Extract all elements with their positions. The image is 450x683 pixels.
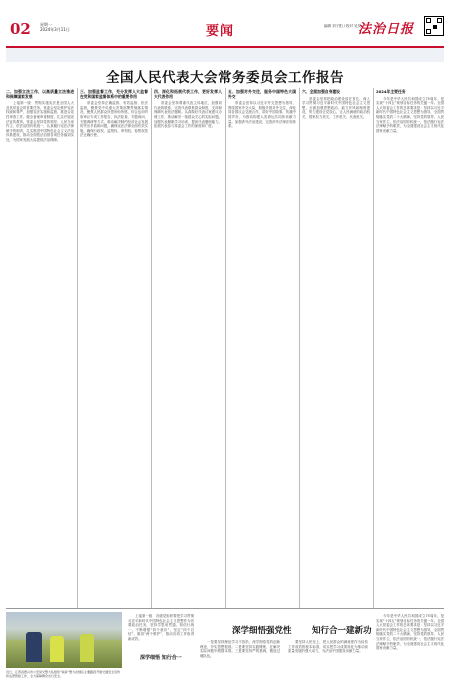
photo-foliage xyxy=(6,640,122,668)
page-header xyxy=(6,20,444,46)
article-column-5 xyxy=(302,88,370,608)
column-divider xyxy=(373,88,374,608)
bottom-article-1 xyxy=(128,614,194,680)
section-heading: 四、深化和拓展代表工作，更好发挥人大代表作用 xyxy=(154,89,222,99)
bottom-headline-right: 知行合一建新功 xyxy=(312,626,372,636)
article-column-3 xyxy=(154,88,222,608)
weekday: 星期一 xyxy=(40,22,52,27)
section-heading: 五、加强对外交往，服务中国特色大国外交 xyxy=(228,89,296,99)
bottom-article-1-title: 深学细悟 知行合一 xyxy=(140,655,182,661)
bottom-headline-left: 深学细悟强党性 xyxy=(232,626,292,636)
section-heading: 2024年主要任务 xyxy=(376,89,406,94)
article-column-4 xyxy=(228,88,296,608)
article-paragraph: 常委会坚持正确监督、有效监督、依法监督，聚焦党中央重大决策部署贯彻落实情况，聚焦人民群众所思所盼所愿，综合运用听取审议专项工作报告、执法检查、专题询问、专题调研等方式，推动解决制约经济社会发展的突出矛盾和问题，确保宪法法律全面有效实施，确保行政权、监察权、审判权、检察权依法正确行使。 xyxy=(80,101,148,138)
article-paragraph: 上接第一版 各级党组织要把学习贯彻习近平新时代中国特色社会主义思想作为首要政治任务，坚持学思用贯通、知信行统一，不断增强“四个意识”、坚定“四个自信”、做到“两个维护”，推动各项工作取得新成效。 xyxy=(128,614,194,641)
newspaper-logo: 法治日报 xyxy=(358,22,415,37)
article-paragraph: 一是要坚持理论学习不放松，深学细悟党的创新理论，夯实思想根基。二是要坚持实践锤炼，在解决实际问题中增强本领。三是要坚持严的基调，锻造过硬队伍。 xyxy=(200,640,280,658)
header-band xyxy=(6,46,444,62)
section-heading: 六、全面加强自身建设 xyxy=(302,89,340,94)
column-divider xyxy=(225,88,226,608)
bottom-article-4 xyxy=(376,614,444,680)
date-block xyxy=(40,22,70,32)
issue-date: 2024年3月11日 xyxy=(40,27,70,32)
photo-person xyxy=(26,632,42,662)
article-paragraph: 今年是中华人民共和国成立75周年，是实现“十四五”规划目标任务的关键一年。全国人大常委会工作的总体要求是：坚持以习近平新时代中国特色社会主义思想为指导，全面贯彻落实党的二十大精神，坚持党的领导、人民当家作主、依法治国有机统一，依法履行宪法法律赋予的职责，为全面建设社会主义现代化国家贡献力量。 xyxy=(376,614,444,651)
article-paragraph: 常委会坚持以习近平外交思想为指导，围绕国家外交大局，积极开展对外交往，深化同各国议会交流合作，讲好中国故事，传播中国声音，为推动构建人类命运共同体贡献力量。加强涉外法治建设，完善涉外法律法规体系。 xyxy=(228,101,296,129)
editor-info: 编辑 刘子阳 / 校对 吴昊 xyxy=(324,24,362,28)
news-photo xyxy=(6,612,122,668)
photo-caption: 近日，江西省德兴市公安局交警大队组织“铁骑”警力在辖区主要路段开展交通安全宣传和巡逻管控工作，全力保障群众出行安全。 xyxy=(6,670,121,678)
column-divider xyxy=(299,88,300,608)
article-column-2 xyxy=(80,88,148,608)
article-column-1 xyxy=(6,88,74,608)
qr-code-icon xyxy=(424,16,444,36)
photo-person xyxy=(50,636,64,662)
article-paragraph: 上接第一版 贯彻实施宪法是全国人大及其常委会的首要任务，常委会坚定维护宪法权威和尊严，加强宪法实施和监督，推进合宪性审查工作，健全备案审查制度，扎实开展宪法宣传教育。常委会坚持党的领导、人民当家作主、依法治国有机统一，认真履行宪法法律赋予的职责，扎实推进中国特色社会主义法治体系建设，推动全面依法治国各项任务落到实处，为国家发展大局提供法治保障。 xyxy=(6,101,74,142)
column-divider xyxy=(151,88,152,608)
section-heading: 三、加强监督工作，充分发挥人大监督在党和国家监督体系中的重要作用 xyxy=(80,89,148,99)
column-name: 要闻 xyxy=(206,24,235,39)
section-heading: 二、加强立法工作，以高质量立法推进和保障国家发展 xyxy=(6,89,74,99)
article-paragraph: 常委会坚持尊重代表主体地位，加强同代表的联系，完善代表联系群众制度，支持和保障代表依法履职。认真做好代表议案建议办理工作，推动解决一批群众关心的实际问题。加强代表履职学习培训，提高代表履职能力。拓展代表参与常委会工作的深度和广度。 xyxy=(154,101,222,129)
article-paragraph: 常委会坚持把政治建设放在首位，深入学习贯彻习近平新时代中国特色社会主义思想，全面加强思想政治、能力作风和制度建设，努力建设让党放心、让人民满意的政治机关、国家权力机关、工作机关、代表机关。 xyxy=(302,96,370,119)
column-divider xyxy=(77,88,78,608)
article-column-6 xyxy=(376,88,444,608)
article-paragraph: 今年是中华人民共和国成立75周年，是实现“十四五”规划目标任务的关键一年。全国人大常委会工作的总体要求是：坚持以习近平新时代中国特色社会主义思想为指导，全面贯彻落实党的二十大精神，坚持党的领导、人民当家作主、依法治国有机统一，依法履行宪法法律赋予的职责，为全面建设社会主义现代化国家贡献力量。 xyxy=(376,96,444,133)
section-divider xyxy=(6,608,444,609)
article-paragraph: 要坚持人民至上，把人民群众的满意度作为检验工作成效的根本标准，切实把学习成果转化为推动高质量发展的强大动力，为法治中国建设贡献力量。 xyxy=(288,640,368,654)
photo-person xyxy=(80,634,94,662)
page-number: 02 xyxy=(10,20,31,38)
lead-title: 全国人民代表大会常务委员会工作报告 xyxy=(106,70,344,86)
bottom-article-2 xyxy=(200,640,280,680)
bottom-article-3 xyxy=(288,640,368,680)
